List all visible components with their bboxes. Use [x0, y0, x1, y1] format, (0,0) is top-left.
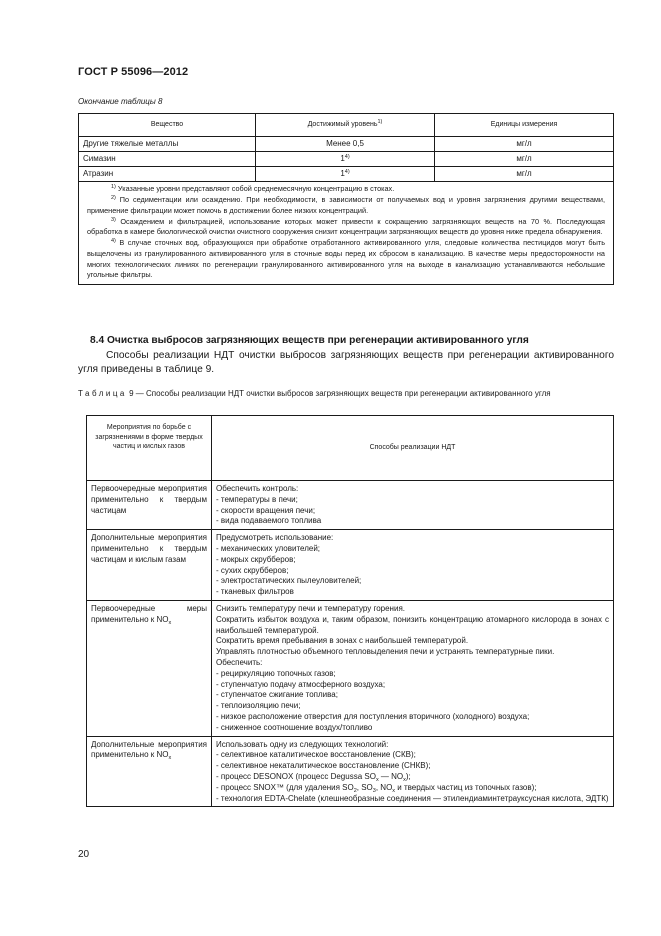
- substance-cell: Атразин: [79, 167, 256, 182]
- method-line: - сниженное соотношение воздух/топливо: [216, 722, 373, 732]
- footnote-ref: 1): [377, 119, 383, 125]
- table-row: [79, 137, 614, 152]
- table8-header-substance: Вещество: [79, 114, 256, 137]
- table-8: [78, 113, 614, 285]
- table8-header-level: Достижимый уровень$^{1)}$: [256, 114, 435, 137]
- footnote: $^{3)}$ Осаждением и фильтрацией, использование которых может привести к сокращению загрязняющих веществ на 70 %. Последующая обработка в камере биологической очистки очистного сооружения снизит концентрации загрязняющих веществ до уровня ниже предела обнаружения.: [87, 216, 605, 237]
- table-9: [86, 415, 614, 807]
- table9-caption: Таблица 9 — Способы реализации НДТ очистки выбросов загрязняющих веществ при регенерации активированного угля: [78, 389, 551, 398]
- table-row: [87, 481, 614, 530]
- level-cell: 1$^{4)}$: [256, 152, 435, 167]
- section-heading: 8.4 Очистка выбросов загрязняющих веществ при регенерации активированного угля: [90, 335, 529, 346]
- level-cell: Менее 0,5: [256, 137, 435, 152]
- methods-cell: [212, 600, 614, 736]
- method-line: - рециркуляцию топочных газов;: [216, 668, 336, 678]
- substance-cell: Другие тяжелые металлы: [79, 137, 256, 152]
- method-line: - теплоизоляцию печи;: [216, 701, 301, 711]
- method-line: Сократить избыток воздуха и, таким образом, понизить концентрацию атомарного кислорода в зонах с наибольшей температурой.: [216, 614, 609, 635]
- table8-footnotes-row: [79, 182, 614, 285]
- method-line: Обеспечить:: [216, 657, 263, 667]
- page-number: 20: [78, 849, 90, 860]
- method-line: - тканевых фильтров: [216, 587, 294, 597]
- table9-header-methods: Способы реализации НДТ: [212, 416, 614, 481]
- table8-caption: Окончание таблицы 8: [78, 97, 163, 106]
- method-line: - мокрых скрубберов;: [216, 554, 296, 564]
- method-line: Предусмотреть использование:: [216, 533, 334, 543]
- methods-cell: [212, 530, 614, 601]
- footnote: $^{4)}$ В случае сточных вод, образующихся при обработке отработанного активированного угля, следовые количества пестицидов могут быть выщелочены из гранулированного активированного угля в сточные воды перед их сбросом в канализацию. В качестве меры предосторожности на многих технологических линиях по регенерации гранулированного активированного угля на выходе в канализацию устанавливаются небольшие угольные фильтры.: [87, 238, 605, 280]
- measure-cell: Дополнительные мероприятия применительно к твердым частицам и кислым газам: [87, 530, 212, 601]
- measure-cell: Первоочередные меры применительно к $NO_x$: [87, 600, 212, 736]
- method-line: Использовать одну из следующих технологий:: [216, 739, 389, 749]
- footnotes-cell: [79, 182, 614, 285]
- table-row: [87, 600, 614, 736]
- table9-header-measures: Мероприятия по борьбе с загрязнениями в форме твердых частиц и кислых газов: [87, 416, 212, 481]
- method-line: - сухих скрубберов;: [216, 565, 289, 575]
- methods-cell: [212, 481, 614, 530]
- method-line: - вида подаваемого топлива: [216, 516, 322, 526]
- footnote: $^{2)}$ По седиментации или осаждению. При необходимости, в зависимости от получаемых вод и уровня загрязнения другими веществами, применение фильтрации может помочь в достижении более низких концентраций.: [87, 195, 605, 215]
- method-line: Снизить температуру печи и температуру горения.: [216, 603, 405, 613]
- method-line: - низкое расположение отверстия для поступления вторичного (холодного) воздуха;: [216, 711, 530, 721]
- method-line: - механических уловителей;: [216, 543, 321, 553]
- unit-cell: мг/л: [435, 137, 614, 152]
- unit-cell: мг/л: [435, 152, 614, 167]
- method-line: Управлять плотностью объемного тепловыделения печи и устранять температурные пики.: [216, 647, 555, 657]
- table8-header-row: [79, 114, 614, 137]
- table-row: [87, 530, 614, 601]
- table8-header-unit: Единицы измерения: [435, 114, 614, 137]
- method-line: - технология EDTA-Chelate (клешнеобразные соединения — этилендиаминтетрауксусная кислота, ЭДТК): [216, 793, 609, 803]
- unit-cell: мг/л: [435, 167, 614, 182]
- table9-header-row: [87, 416, 614, 481]
- method-line: - скорости вращения печи;: [216, 505, 316, 515]
- footnote-ref: 4): [344, 169, 350, 175]
- level-cell: 1$^{4)}$: [256, 167, 435, 182]
- method-line: Сократить время пребывания в зонах с наибольшей температурой.: [216, 636, 469, 646]
- method-line: Обеспечить контроль:: [216, 484, 299, 493]
- section-paragraph: Способы реализации НДТ очистки выбросов загрязняющих веществ при регенерации активированного угля приведены в таблице 9.: [78, 350, 614, 375]
- method-line: - процесс SNOX™ (для удаления $SO_2$, $SO_3$, $NO_x$ и твердых частиц из топочных газов);: [216, 782, 537, 794]
- method-line: - электростатических пылеуловителей;: [216, 576, 362, 586]
- method-line: - температуры в печи;: [216, 494, 298, 504]
- footnote-ref: 4): [344, 154, 350, 160]
- table-row: [79, 152, 614, 167]
- document-code: ГОСТ Р 55096—2012: [78, 66, 189, 78]
- substance-cell: Симазин: [79, 152, 256, 167]
- table-row: [79, 167, 614, 182]
- method-line: - ступенчатую подачу атмосферного воздуха;: [216, 679, 386, 689]
- method-line: - селективное некаталитическое восстановление (СНКВ);: [216, 761, 431, 771]
- measure-cell: Дополнительные мероприятия применительно к $NO_x$: [87, 736, 212, 807]
- method-line: - селективное каталитическое восстановление (СКВ);: [216, 750, 416, 760]
- methods-cell: [212, 736, 614, 807]
- table-row: [87, 736, 614, 807]
- measure-cell: Первоочередные мероприятия применительно к твердым частицам: [87, 481, 212, 530]
- footnote: $^{1)}$ Указанные уровни представляют собой среднемесячную концентрацию в стоках.: [111, 184, 395, 193]
- method-line: - ступенчатое сжигание топлива;: [216, 690, 338, 700]
- method-line: - процесс DESONOX (процесс Degussa $SO_x$ — $NO_x$);: [216, 771, 411, 783]
